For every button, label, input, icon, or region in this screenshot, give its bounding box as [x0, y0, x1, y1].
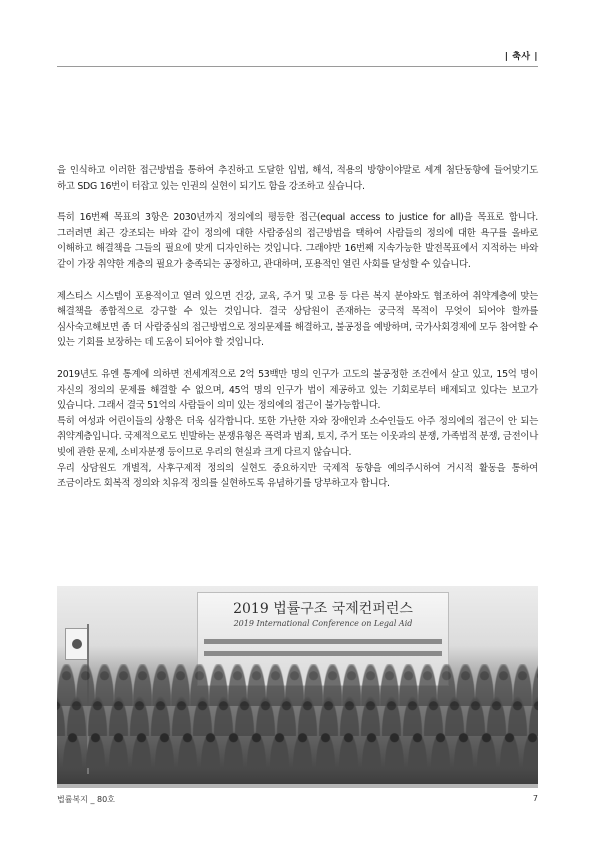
- paragraph-1: 을 인식하고 이러한 접근방법을 통하여 추진하고 도달한 입법, 해석, 적용의 방향이야말로 세계 첨단동향에 들어맞기도 하고 SDG 16번이 터잡고 있는 인권의 실현이 되기도 함을 강조하고 싶습니다.: [57, 165, 538, 192]
- flag-icon: [65, 628, 89, 660]
- page-number: 7: [532, 794, 538, 803]
- header-rule: [57, 66, 538, 67]
- banner-title: 2019 법률구조 국제컨퍼런스: [233, 601, 413, 617]
- paragraph-4: 2019년도 유엔 통계에 의하면 전세계적으로 2억 53백만 명의 인구가 고도의 불공정한 조건에서 살고 있고, 15억 명이 자신의 정의의 문제를 해결할 수 없으며, 45억 명의 인구가 법이 제공하고 있는 기회로부터 배제되고 있다는 보고가 있습니다. 그래서 결국 51억의 사람들이 의미 있는 정의에의 접근이 불가능합니다.: [57, 368, 538, 412]
- banner-subtitle: 2019 International Conference on Legal Aid: [233, 619, 413, 628]
- section-label: | 축사 |: [504, 52, 538, 62]
- banner-strip: [204, 639, 442, 644]
- paragraph-3: 제스티스 시스템이 포용적이고 열려 있으면 건강, 교육, 주거 및 고용 등 다른 복지 분야와도 협조하여 취약계층에 맞는 해결책을 종합적으로 강구할 수 있는 것입니다. 결국 상담원이 존재하는 궁극적 목적이 무엇이 되어야 할까를 심사숙고해보면 좀 더 사람중심의 접근방법으로 정의문제를 해결하고, 불공정을 예방하며, 국가사회경제에 모두 참여할 수 있는 기회를 보장하는 데 도움이 되어야 할 것입니다.: [57, 290, 538, 349]
- paragraph-5: 특히 여성과 어린이들의 상황은 더욱 심각합니다. 또한 가난한 자와 장애인과 소수인들도 아주 정의에의 접근이 안 되는 취약계층입니다. 국제적으로도 빈발하는 분쟁유형은 폭력과 범죄, 토지, 주거 또는 이웃과의 분쟁, 가족법적 분쟁, 금전이나 빚에 관한 문제, 소비자분쟁 등이므로 우리의 현실과 크게 다르지 않습니다.: [57, 415, 538, 458]
- crowd-row-front: [57, 726, 538, 768]
- publication-label: 법률복지 _ 80호: [57, 795, 115, 804]
- paragraph-6: 우리 상담원도 개별적, 사후구제적 정의의 실현도 중요하지만 국제적 동향을 예의주시하여 거시적 활동을 통하여 조금이라도 회복적 정의와 치유적 정의를 실현하도록 유념하기를 당부하고자 합니다.: [57, 462, 538, 490]
- paragraph-2: 특히 16번째 목표의 3항은 2030년까지 정의에의 평등한 접근(equal access to justice for all)을 목표로 합니다. 그러려면 최근 강조되는 바와 같이 정의에 대한 사람중심의 접근방법을 택하여 사람들의 정의에 대한 욕구를 올바로 이해하고 해결책을 그들의 필요에 맞게 디자인하는 것입니다. 그래야만 16번째 지속가능한 발전목표에서 지적하는 바와 같이 가장 취약한 계층의 필요가 충족되는 공정하고, 관대하며, 포용적인 열린 사회를 달성할 수 있습니다.: [57, 212, 538, 270]
- banner-strip: [204, 651, 442, 656]
- conference-group-photo: [57, 586, 538, 785]
- article-body: [57, 163, 538, 492]
- footer-rule: [57, 784, 538, 788]
